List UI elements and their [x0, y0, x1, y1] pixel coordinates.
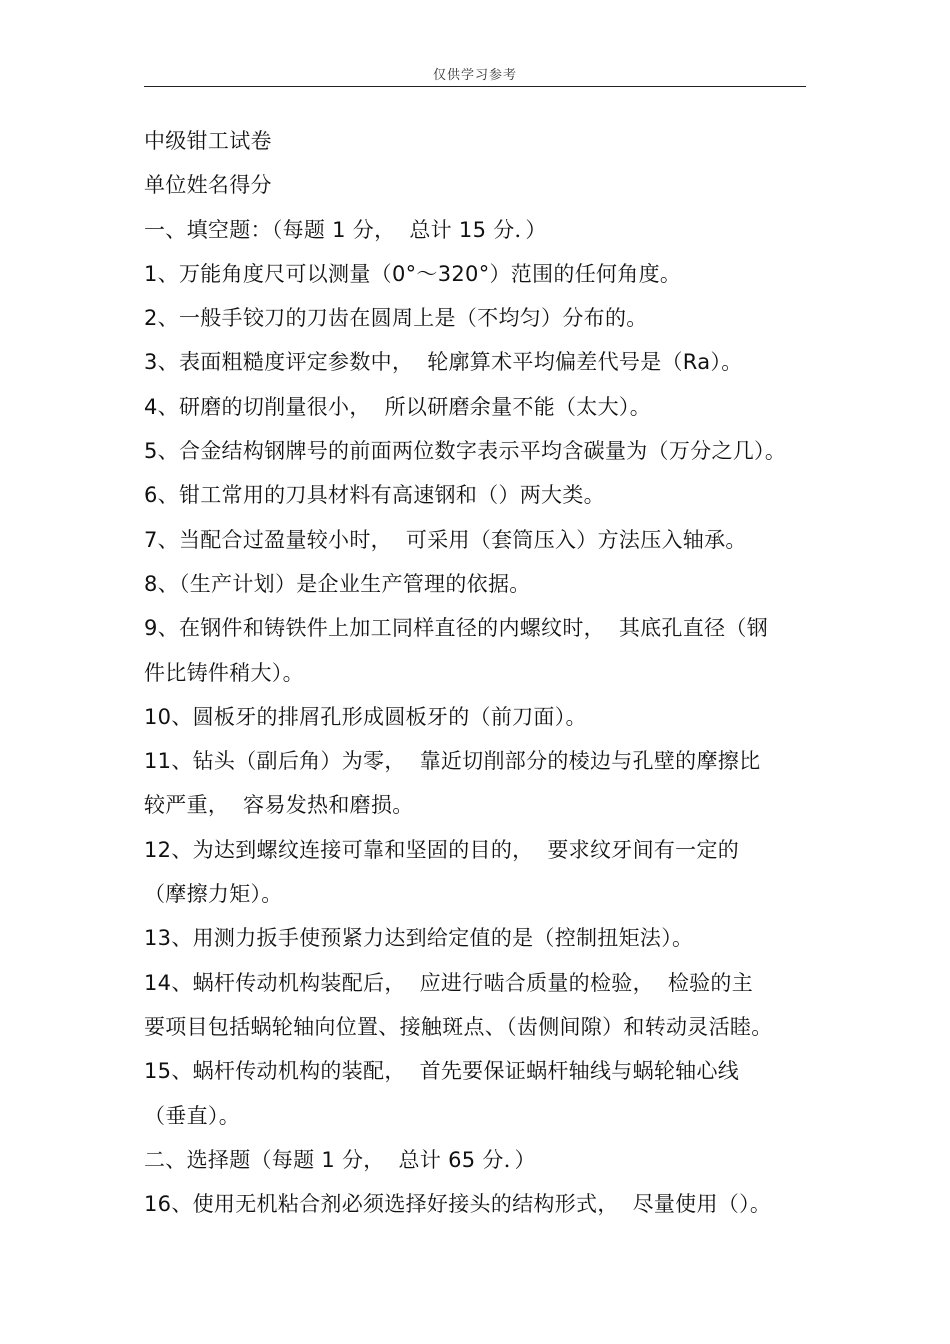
question-line: 1、万能角度尺可以测量（0°～320°）范围的任何角度。	[144, 261, 682, 286]
question-line-continued: 要项目包括蜗轮轴向位置、接触斑点、（齿侧间隙）和转动灵活睦。	[144, 1014, 773, 1039]
info-line: 单位姓名得分	[144, 173, 272, 198]
question-line: 11、钻头（副后角）为零， 靠近切削部分的棱边与孔壁的摩擦比	[144, 749, 761, 774]
question-line: 3、表面粗糙度评定参数中， 轮廓算术平均偏差代号是（Ra）。	[144, 350, 743, 375]
question-line: 15、蜗杆传动机构的装配， 首先要保证蜗杆轴线与蜗轮轴心线	[144, 1059, 740, 1084]
question-line: 9、在钢件和铸铁件上加工同样直径的内螺纹时， 其底孔直径（钢	[144, 616, 769, 641]
question-line: 6、钳工常用的刀具材料有高速钢和（）两大类。	[144, 483, 605, 508]
document-title: 中级钳工试卷	[144, 129, 272, 153]
question-line: 16、使用无机粘合剂必须选择好接头的结构形式， 尽量使用（）。	[144, 1192, 772, 1217]
question-line-continued: （垂直）。	[144, 1103, 240, 1128]
question-line-continued: （摩擦力矩）。	[144, 882, 283, 907]
section-heading-fill-in: 一、填空题：（每题 1 分， 总计 15 分．）	[144, 217, 547, 242]
question-line: 5、合金结构钢牌号的前面两位数字表示平均含碳量为（万分之几）。	[144, 439, 787, 464]
question-line-continued: 件比铸件稍大）。	[144, 660, 304, 685]
section-heading-choice: 二、选择题（每题 1 分， 总计 65 分．）	[144, 1147, 536, 1172]
document-body	[144, 119, 824, 1226]
page-header	[144, 64, 806, 87]
question-line: 7、当配合过盈量较小时， 可采用（套筒压入）方法压入轴承。	[144, 527, 747, 552]
question-line: 4、研磨的切削量很小， 所以研磨余量不能（太大）。	[144, 394, 652, 419]
question-line-continued: 较严重， 容易发热和磨损。	[144, 793, 414, 818]
question-line: 14、蜗杆传动机构装配后， 应进行啮合质量的检验， 检验的主	[144, 970, 754, 995]
question-line: 8、（生产计划）是企业生产管理的依据。	[144, 571, 531, 596]
question-line: 2、一般手铰刀的刀齿在圆周上是（不均匀）分布的。	[144, 306, 648, 331]
question-line: 12、为达到螺纹连接可靠和坚固的目的， 要求纹牙间有一定的	[144, 837, 740, 862]
header-text: 仅供学习参考	[432, 68, 517, 83]
question-line: 13、用测力扳手使预紧力达到给定值的是（控制扭矩法）。	[144, 926, 694, 951]
question-line: 10、圆板牙的排屑孔形成圆板牙的（前刀面）。	[144, 704, 587, 729]
